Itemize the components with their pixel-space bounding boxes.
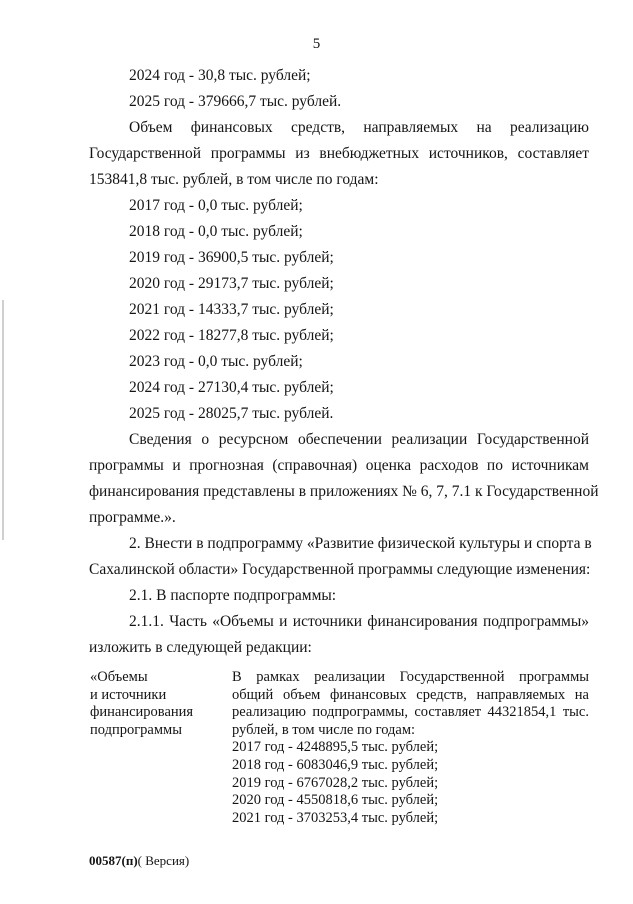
document-code: 00587(п) <box>89 853 138 868</box>
paragraph-line: Сахалинской области» Государственной программы следующие изменения: <box>89 561 591 578</box>
value-line: 2018 год - 6083046,9 тыс. рублей; <box>232 756 439 773</box>
financing-table <box>84 661 597 827</box>
label-line: «Объемы <box>90 669 148 685</box>
text-line: 2024 год - 30,8 тыс. рублей; <box>129 67 311 84</box>
label-line: финансирования <box>90 704 194 721</box>
value-line: 2019 год - 6767028,2 тыс. рублей; <box>232 774 439 791</box>
paragraph-line: Объем финансовых средств, направляемых на реализацию <box>129 119 589 136</box>
value-line: общий объем финансовых средств, направляемых на <box>232 686 589 703</box>
year-line: 2018 год - 0,0 тыс. рублей; <box>129 223 303 240</box>
text-line: 2025 год - 379666,7 тыс. рублей. <box>129 93 342 110</box>
footer <box>89 853 189 869</box>
paragraph-line: программе.». <box>89 509 176 526</box>
scan-edge-mark <box>2 300 4 540</box>
label-line: и источники <box>90 686 167 703</box>
year-line: 2021 год - 14333,7 тыс. рублей; <box>129 301 334 318</box>
paragraph-line: финансирования представлены в приложениях № 6, 7, 7.1 к Государственной <box>89 483 599 500</box>
table-label-cell <box>84 661 228 827</box>
table-row <box>84 661 597 827</box>
year-line: 2023 год - 0,0 тыс. рублей; <box>129 353 303 370</box>
paragraph-line: 153841,8 тыс. рублей, в том числе по годам: <box>89 171 379 188</box>
year-line: 2020 год - 29173,7 тыс. рублей; <box>129 275 334 292</box>
year-line: 2017 год - 0,0 тыс. рублей; <box>129 197 303 214</box>
paragraph-line: 2. Внести в подпрограмму «Развитие физической культуры и спорта в <box>129 535 592 552</box>
subsection-heading: 2.1. В паспорте подпрограммы: <box>129 587 337 604</box>
paragraph-line: Государственной программы из внебюджетных источников, составляет <box>89 145 589 162</box>
value-line: 2020 год - 4550818,6 тыс. рублей; <box>232 792 439 809</box>
paragraph-line: 2.1.1. Часть «Объемы и источники финансирования подпрограммы» <box>129 613 589 630</box>
label-line: подпрограммы <box>90 721 182 738</box>
version-label: ( Версия) <box>137 853 190 868</box>
year-line: 2019 год - 36900,5 тыс. рублей; <box>129 249 334 266</box>
value-line: 2017 год - 4248895,5 тыс. рублей; <box>232 739 439 756</box>
paragraph-line: Сведения о ресурсном обеспечении реализации Государственной <box>129 431 589 448</box>
value-line: реализацию подпрограммы, составляет 44321854,1 тыс. <box>232 704 589 721</box>
paragraph-line: изложить в следующей редакции: <box>89 639 312 656</box>
year-line: 2024 год - 27130,4 тыс. рублей; <box>129 379 334 396</box>
value-line: 2021 год - 3703253,4 тыс. рублей; <box>232 809 439 826</box>
page-number: 5 <box>312 36 321 52</box>
value-line: рублей, в том числе по годам: <box>232 721 416 738</box>
year-line: 2025 год - 28025,7 тыс. рублей. <box>129 405 334 422</box>
table-value-cell <box>228 661 597 827</box>
year-line: 2022 год - 18277,8 тыс. рублей; <box>129 327 334 344</box>
paragraph-line: программы и прогнозная (справочная) оценка расходов по источникам <box>89 457 589 474</box>
value-line: В рамках реализации Государственной программы <box>232 669 589 685</box>
